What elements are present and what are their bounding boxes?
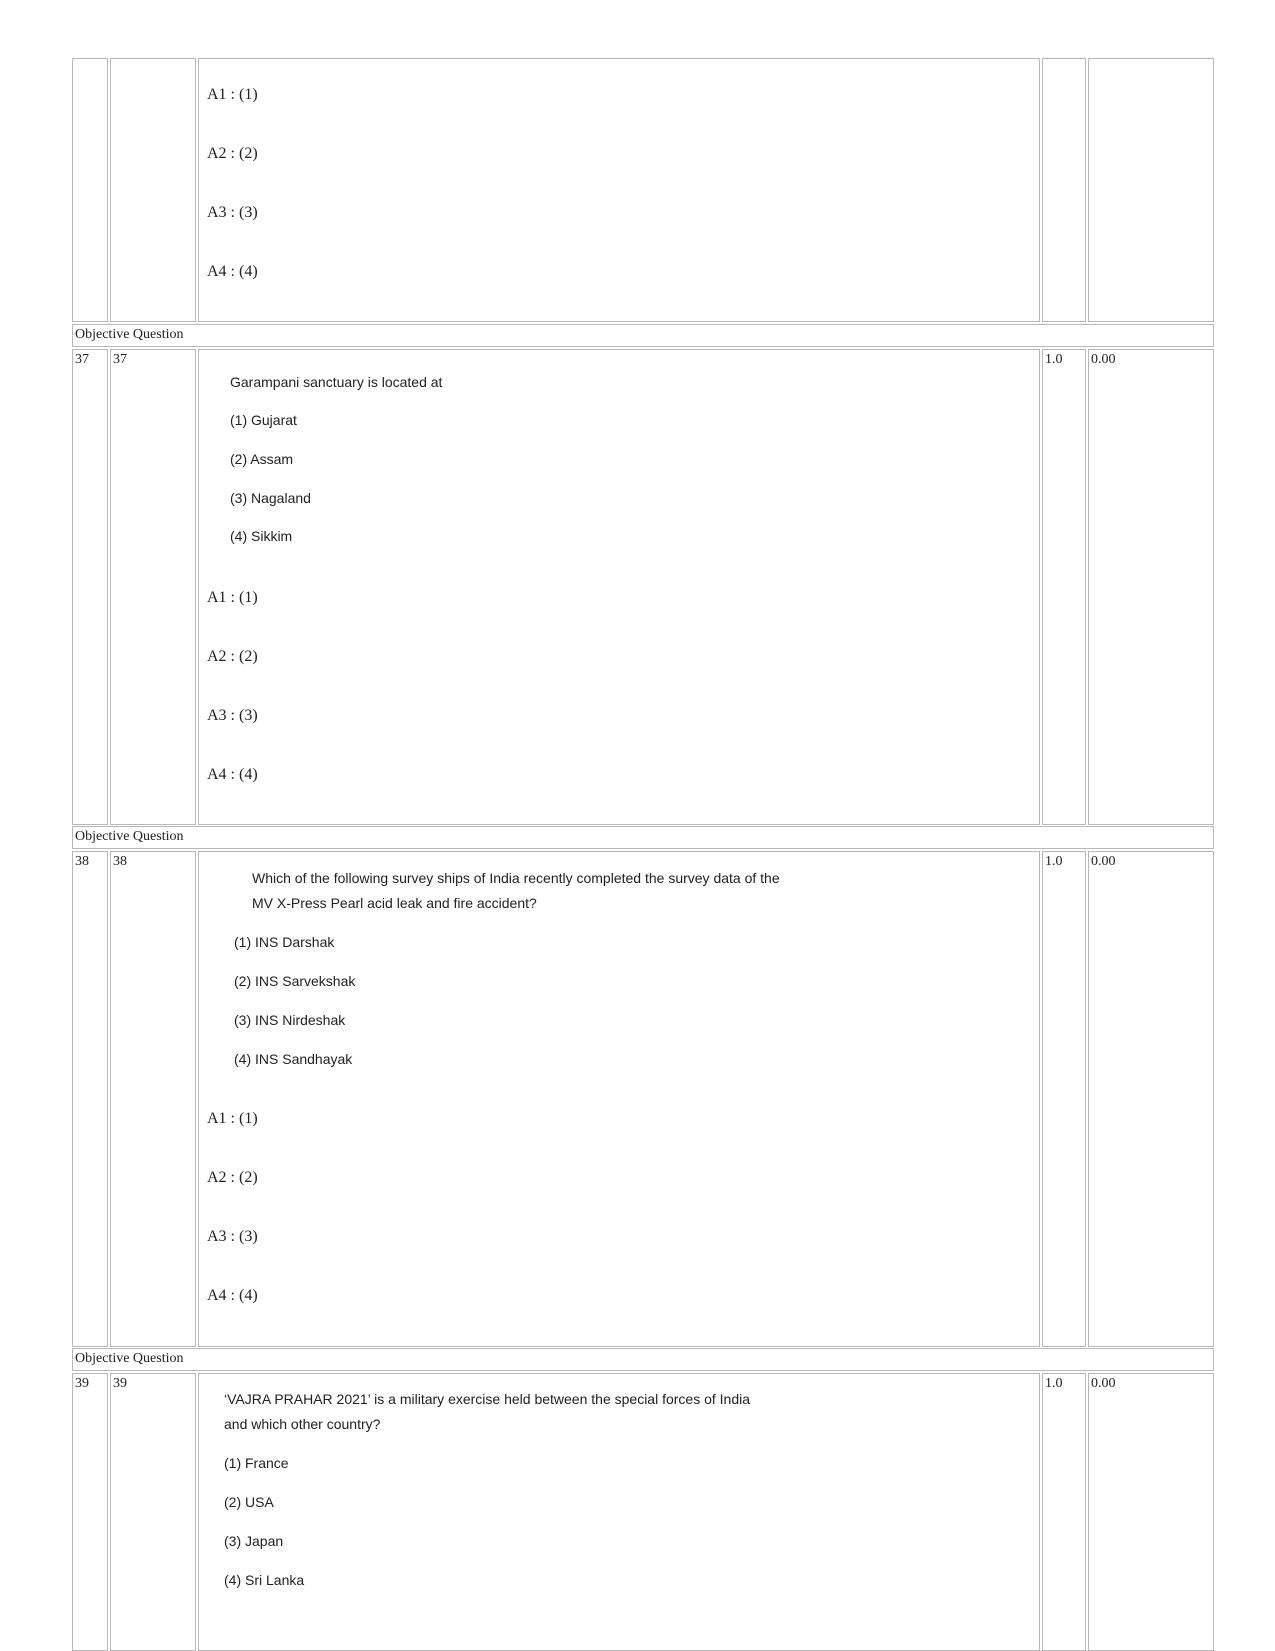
question-type-label: Objective Question [75,829,184,844]
marks-value: 1.0 [1045,854,1063,869]
answer-option: A2 : (2) [207,145,258,162]
marks-cell [1042,58,1086,322]
option-item: (4) INS Sandhayak [234,1051,353,1067]
answer-option: A3 : (3) [207,707,258,724]
answer-option: A2 : (2) [207,648,258,665]
qid-cell [110,58,196,322]
question-cell [198,58,1040,322]
option-item: (4) Sri Lanka [224,1572,305,1588]
question-type-header [72,826,1214,849]
serial-number: 39 [75,1376,89,1391]
sno-cell [72,349,108,825]
negative-cell [1088,851,1214,1347]
marks-cell [1042,349,1086,825]
option-item: (3) Japan [224,1533,284,1549]
answer-option: A4 : (4) [207,1287,258,1304]
question-text: and which other country? [224,1416,381,1432]
qid-cell [110,349,196,825]
question-text: Garampani sanctuary is located at [230,374,443,390]
option-item: (3) Nagaland [230,490,311,506]
marks-value: 1.0 [1045,352,1063,367]
answer-option: A2 : (2) [207,1169,258,1186]
option-item: (2) Assam [230,451,294,467]
question-type-header [72,1348,1214,1371]
negative-marks-value: 0.00 [1091,854,1116,869]
question-id: 37 [113,352,127,367]
answer-option: A4 : (4) [207,766,258,783]
negative-marks-value: 0.00 [1091,1376,1116,1391]
option-item: (3) INS Nirdeshak [234,1012,346,1028]
marks-cell [1042,851,1086,1347]
question-id: 39 [113,1376,127,1391]
option-item: (2) INS Sarvekshak [234,973,356,989]
question-cell [198,349,1040,825]
sno-cell [72,1373,108,1651]
option-item: (1) France [224,1455,289,1471]
serial-number: 38 [75,854,89,869]
question-type-header [72,324,1214,347]
negative-cell [1088,58,1214,322]
serial-number: 37 [75,352,89,367]
option-item: (4) Sikkim [230,528,293,544]
answer-option: A1 : (1) [207,1110,258,1127]
question-text: ‘VAJRA PRAHAR 2021’ is a military exercise held between the special forces of India [224,1391,751,1407]
answer-option: A4 : (4) [207,263,258,280]
negative-cell [1088,1373,1214,1651]
question-type-label: Objective Question [75,327,184,342]
option-item: (1) Gujarat [230,412,297,428]
question-cell [198,851,1040,1347]
marks-cell [1042,1373,1086,1651]
answer-option: A1 : (1) [207,86,258,103]
sno-cell [72,58,108,322]
answer-option: A3 : (3) [207,204,258,221]
qid-cell [110,851,196,1347]
question-id: 38 [113,854,127,869]
question-text: Which of the following survey ships of India recently completed the survey data of the [252,870,780,886]
qid-cell [110,1373,196,1651]
answer-option: A3 : (3) [207,1228,258,1245]
option-item: (1) INS Darshak [234,934,335,950]
marks-value: 1.0 [1045,1376,1063,1391]
question-text: MV X-Press Pearl acid leak and fire accident? [252,895,537,911]
option-item: (2) USA [224,1494,274,1510]
answer-option: A1 : (1) [207,589,258,606]
sno-cell [72,851,108,1347]
negative-marks-value: 0.00 [1091,352,1116,367]
negative-cell [1088,349,1214,825]
question-type-label: Objective Question [75,1351,184,1366]
